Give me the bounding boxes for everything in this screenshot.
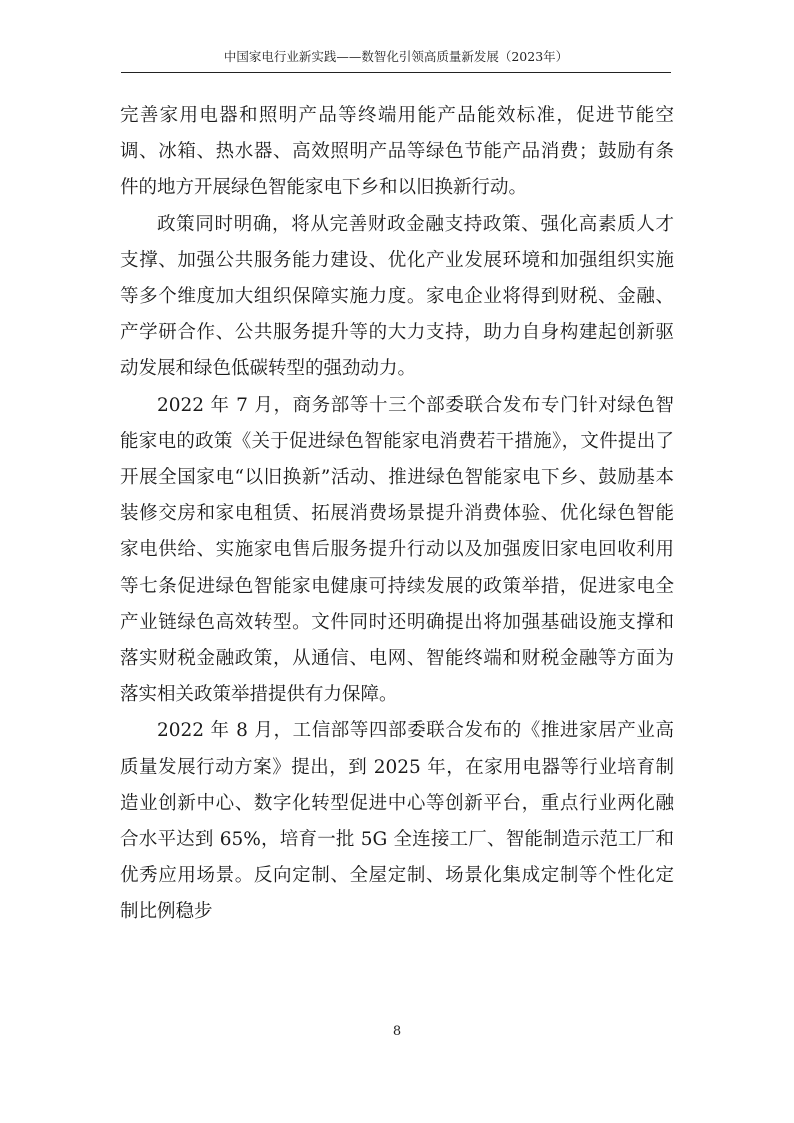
body-paragraph: 政策同时明确，将从完善财政金融支持政策、强化高素质人才支撑、加强公共服务能力建设、优化产业发展环境和加强组织实施等多个维度加大组织保障实施力度。家电企业将得到财税、金融、产学研合作、公共服务提升等的大力支持，助力自身构建起创新驱动发展和绿色低碳转型的强劲动力。	[120, 213, 674, 380]
body-paragraph: 2022 年 7 月，商务部等十三个部委联合发布专门针对绿色智能家电的政策《关于促进绿色智能家电消费若干措施》，文件提出了开展全国家电“以旧换新”活动、推进绿色智能家电下乡、鼓励基本装修交房和家电租赁、拓展消费场景提升消费体验、优化绿色智能家电供给、实施家电售后服务提升行动以及加强废旧家电回收利用等七条促进绿色智能家电健康可持续发展的政策举措，促进家电全产业链绿色高效转型。文件同时还明确提出将加强基础设施支撑和落实财税金融政策，从通信、电网、智能终端和财税金融等方面为落实相关政策举措提供有力保障。	[120, 394, 674, 706]
body-paragraph: 2022 年 8 月，工信部等四部委联合发布的《推进家居产业高质量发展行动方案》提出，到 2025 年，在家用电器等行业培育制造业创新中心、数字化转型促进中心等创新平台，重点行业两化融合水平达到 65%，培育一批 5G 全连接工厂、智能制造示范工厂和优秀应用场景。反向定制、全屋定制、场景化集成定制等个性化定制比例稳步	[120, 720, 674, 923]
quoted-policy-paragraph: 完善家用电器和照明产品等终端用能产品能效标准，促进节能空调、冰箱、热水器、高效照明产品等绿色节能产品消费；鼓励有条件的地方开展绿色智能家电下乡和以旧换新行动。	[120, 105, 674, 199]
header-title: 中国家电行业新实践——数智化引领高质量新发展（2023年）	[223, 49, 569, 64]
running-header	[121, 42, 671, 73]
document-body	[120, 98, 674, 931]
page-number: 8	[392, 1024, 402, 1039]
